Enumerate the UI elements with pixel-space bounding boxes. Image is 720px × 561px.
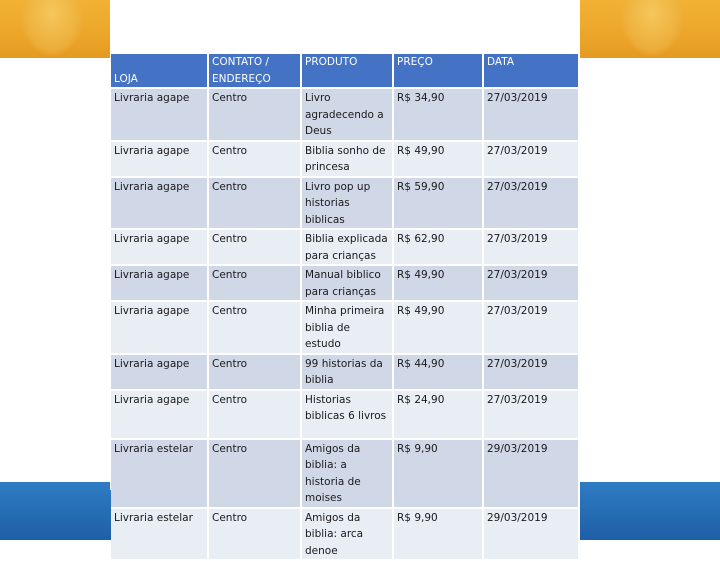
table-row [111,301,579,354]
banner-face-shape [20,0,84,56]
cell-contato: Centro [208,508,301,561]
cell-loja: Livraria agape [111,265,208,301]
cell-produto: 99 historias da biblia [301,354,393,390]
cell-produto: Livro pop up historias biblicas [301,177,393,230]
header-contato: CONTATO / ENDEREÇO [208,54,301,88]
cell-preco: R$ 59,90 [393,177,483,230]
cell-loja: Livraria agape [111,354,208,390]
cell-data: 27/03/2019 [483,354,579,390]
cell-produto: Amigos da biblia: arca denoe [301,508,393,561]
table-row [111,229,579,265]
cell-loja: Livraria agape [111,301,208,354]
cell-loja: Livraria estelar [111,508,208,561]
cell-contato: Centro [208,177,301,230]
cell-produto: Biblia sonho de princesa [301,141,393,177]
products-table [111,54,580,561]
cell-data: 27/03/2019 [483,177,579,230]
cell-preco: R$ 34,90 [393,88,483,141]
table-row [111,88,579,141]
table-row [111,177,579,230]
cell-produto: Amigos da biblia: a historia de moises [301,439,393,508]
cell-contato: Centro [208,390,301,439]
cell-data: 27/03/2019 [483,301,579,354]
cell-preco: R$ 49,90 [393,141,483,177]
cell-preco: R$ 44,90 [393,354,483,390]
cell-data: 27/03/2019 [483,88,579,141]
cell-data: 27/03/2019 [483,390,579,439]
cell-produto: Minha primeira biblia de estudo [301,301,393,354]
cell-produto: Livro agradecendo a Deus [301,88,393,141]
header-data: DATA [483,54,579,88]
table-row [111,508,579,561]
table-row [111,141,579,177]
table-row [111,265,579,301]
cell-loja: Livraria agape [111,141,208,177]
cell-produto: Biblia explicada para crianças [301,229,393,265]
cell-preco: R$ 49,90 [393,265,483,301]
cell-contato: Centro [208,301,301,354]
table-row [111,354,579,390]
cell-preco: R$ 24,90 [393,390,483,439]
cell-data: 27/03/2019 [483,141,579,177]
cell-data: 29/03/2019 [483,508,579,561]
cell-loja: Livraria agape [111,390,208,439]
cell-loja: Livraria estelar [111,439,208,508]
cell-loja: Livraria agape [111,177,208,230]
cell-produto: Manual biblico para crianças [301,265,393,301]
header-produto: PRODUTO [301,54,393,88]
cell-data: 29/03/2019 [483,439,579,508]
header-loja: LOJA [111,54,208,88]
cell-contato: Centro [208,88,301,141]
cell-preco: R$ 9,90 [393,508,483,561]
cell-contato: Centro [208,439,301,508]
cell-contato: Centro [208,229,301,265]
table-row [111,439,579,508]
cell-contato: Centro [208,354,301,390]
cell-preco: R$ 9,90 [393,439,483,508]
cell-contato: Centro [208,141,301,177]
header-preco: PREÇO [393,54,483,88]
table-header-row [111,54,579,88]
cell-contato: Centro [208,265,301,301]
cell-preco: R$ 62,90 [393,229,483,265]
cell-produto: Historias biblicas 6 livros [301,390,393,439]
cell-preco: R$ 49,90 [393,301,483,354]
banner-face-shape [620,0,684,56]
cell-data: 27/03/2019 [483,229,579,265]
cell-loja: Livraria agape [111,88,208,141]
cell-data: 27/03/2019 [483,265,579,301]
table-row [111,390,579,439]
cell-loja: Livraria agape [111,229,208,265]
